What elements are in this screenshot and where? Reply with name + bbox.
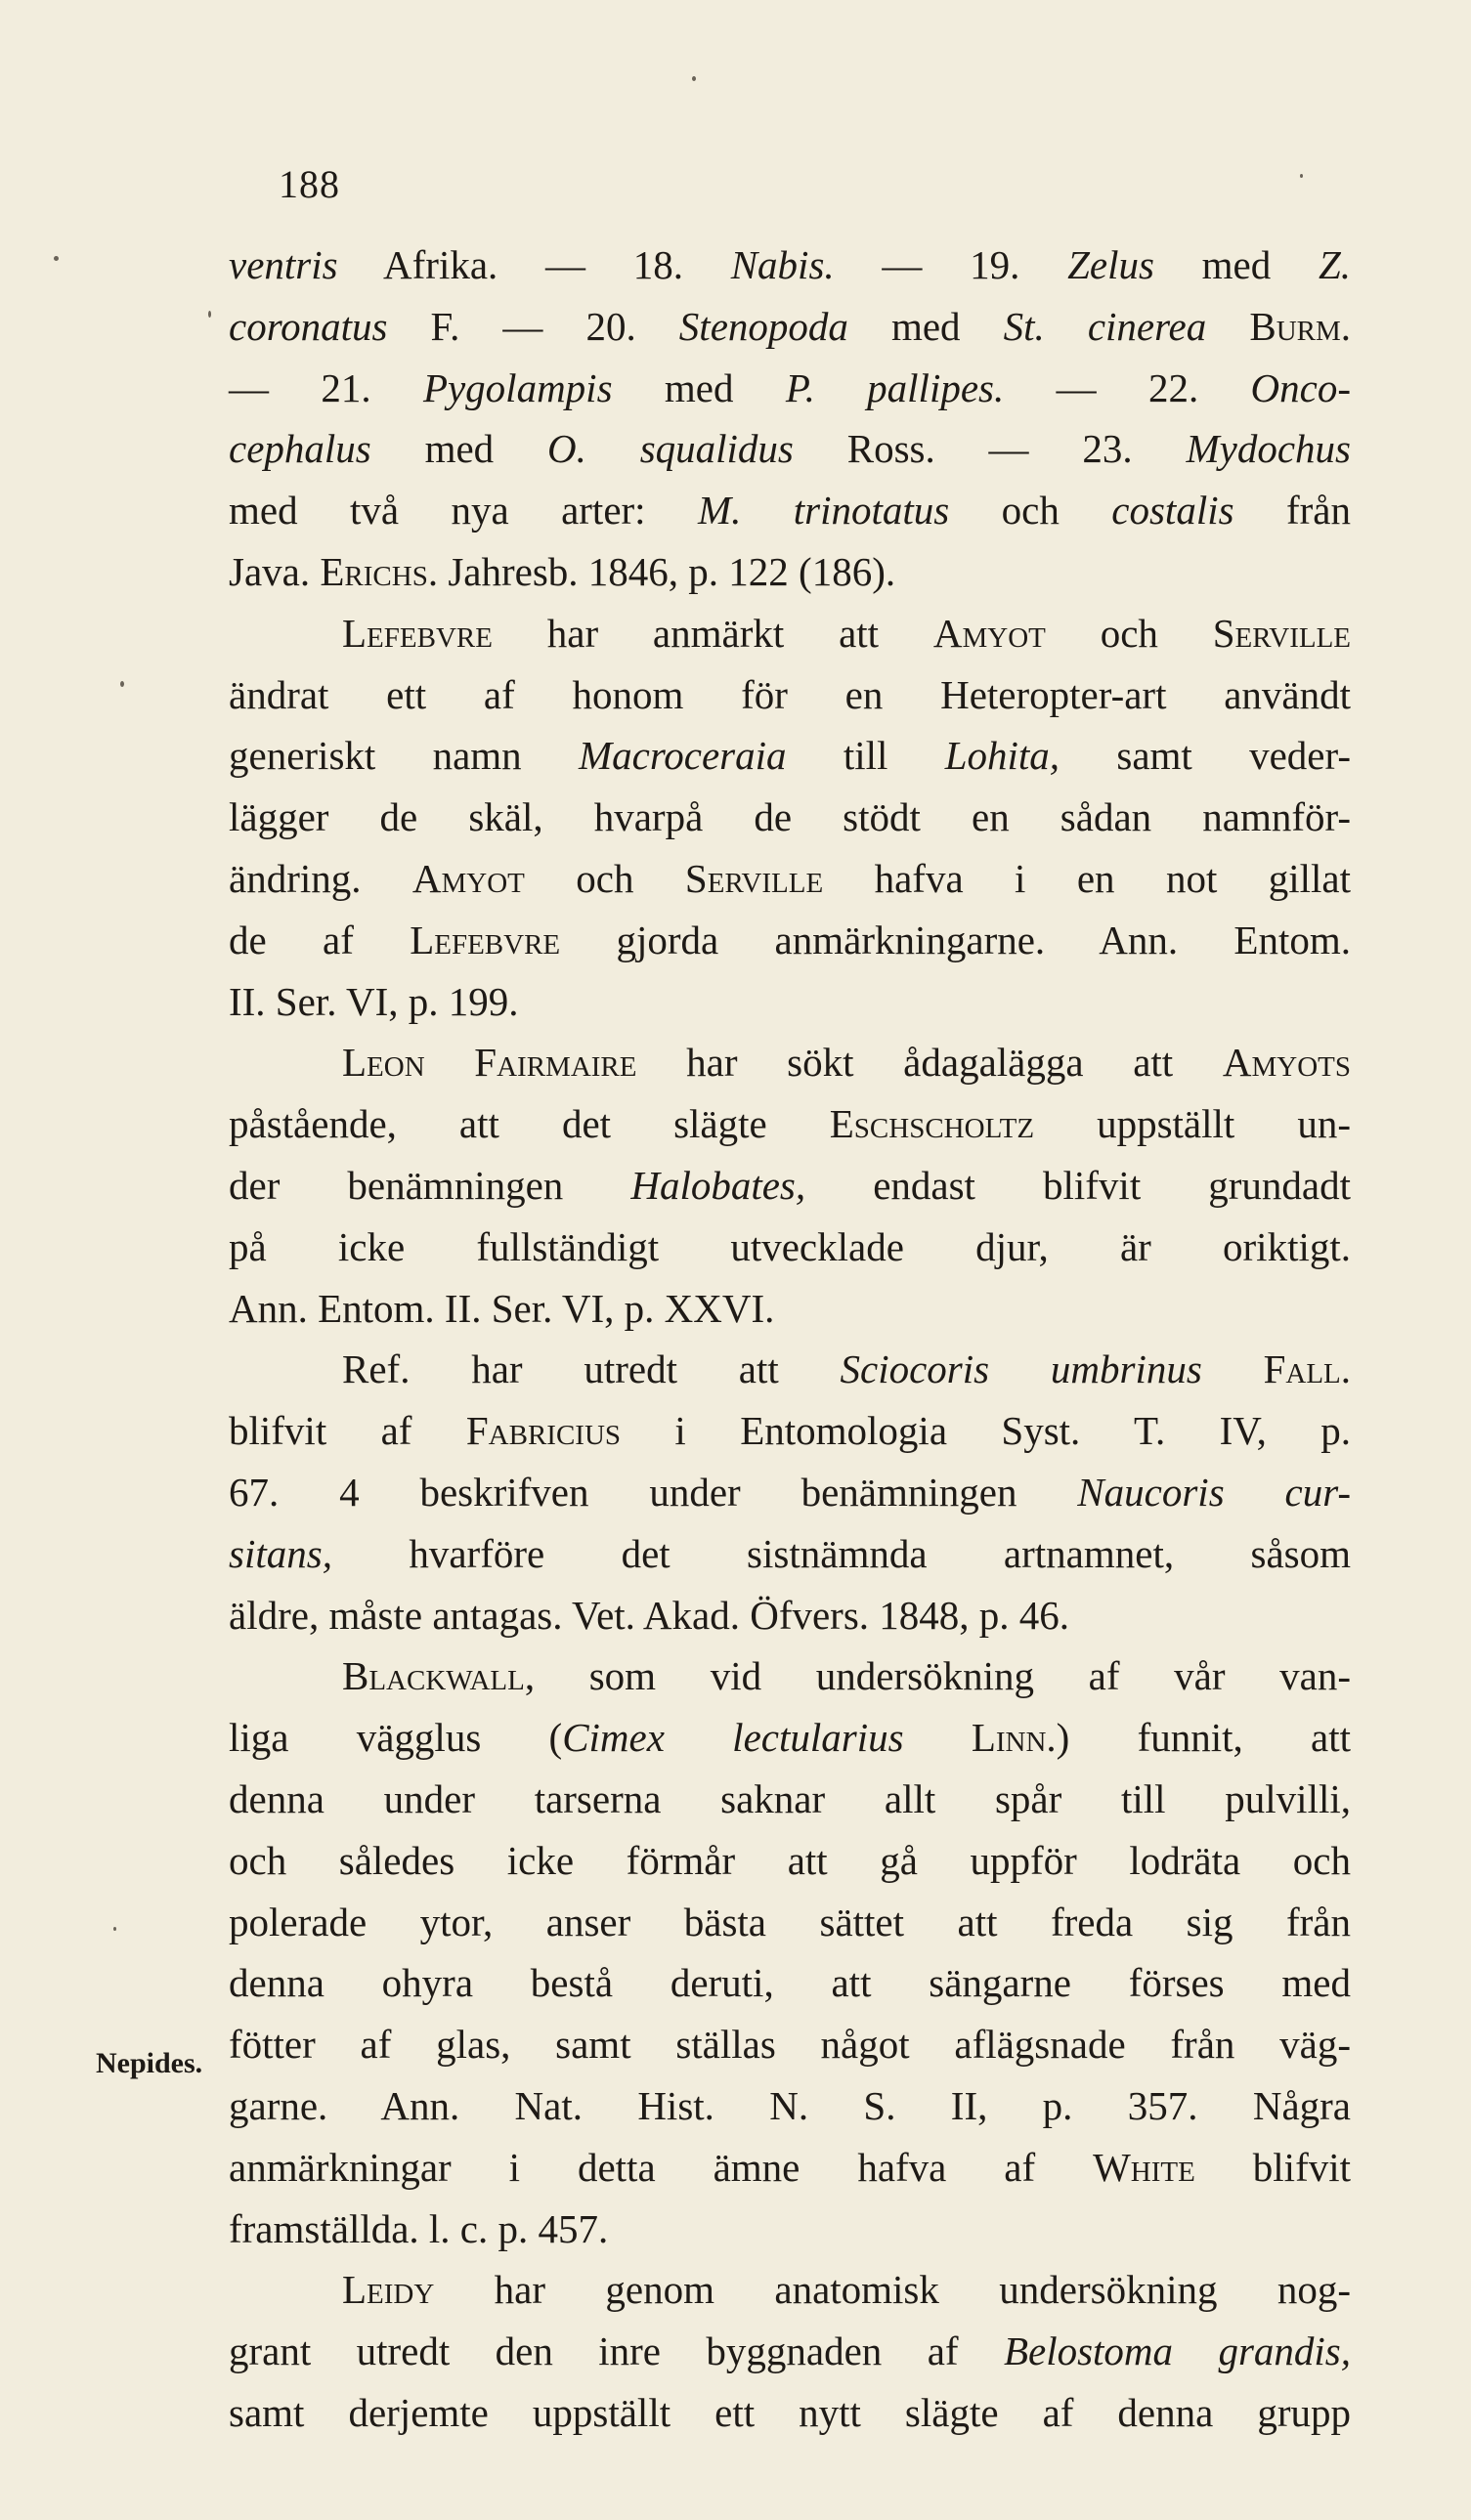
smallcaps-text: Erichs. [320,548,439,594]
text-run: ändrat ett af honom för en Heteropter-art användt [229,671,1351,717]
italic-text: O. squalidus [547,426,794,472]
text-run: endast blifvit grundadt [805,1162,1352,1208]
scan-speck [208,311,211,318]
smallcaps-text: Lefebvre [342,610,493,656]
italic-text: Zelus [1067,242,1154,287]
smallcaps-text: White [1093,2144,1195,2190]
text-run: generiskt namn [229,733,579,779]
text-line [229,2259,1351,2321]
smallcaps-text: Linn. [971,1715,1057,1761]
scan-speck [1300,174,1303,178]
italic-text: Lohita, [944,733,1060,779]
text-run: med [1153,242,1319,287]
text-run: framställda. l. c. p. 457. [229,2205,609,2251]
text-run: Ref. har utredt att [342,1346,841,1392]
text-run: blifvit [1194,2144,1352,2190]
text-line [229,2075,1351,2137]
text-run: anmärkningar i detta ämne hafva af [229,2144,1094,2190]
margin-note-nepides: Nepides. [96,2047,203,2079]
text-run: och [524,855,685,901]
text-line [229,1217,1351,1278]
text-run: de af [229,917,411,962]
text-run: hvarföre det sistnämnda artnamnet, såsom [331,1530,1351,1576]
text-line [229,235,1351,296]
smallcaps-text: Fabricius [465,1408,622,1454]
text-line [229,971,1351,1033]
text-run [1206,304,1249,349]
text-run: med [612,364,786,410]
italic-text: Stenopoda [678,303,848,349]
text-line [229,2382,1351,2444]
text-run: hafva i en not gillat [823,855,1352,901]
text-run: gjorda anmärkningarne. Ann. Entom. [560,917,1351,962]
text-line [229,1707,1351,1769]
italic-text: Z. [1318,242,1352,287]
italic-text: Naucoris cur- [1077,1469,1351,1515]
text-run: som vid undersökning af vår van- [535,1653,1351,1699]
italic-text: Cimex lectularius [562,1715,904,1761]
italic-text: Mydochus [1186,426,1351,472]
text-run: och [1045,610,1213,656]
text-run: till [786,733,945,779]
italic-text: Sciocoris umbrinus [840,1346,1202,1392]
text-line [229,2199,1351,2260]
text-run [904,1715,972,1760]
text-run: 67. 4 beskrifven under benämningen [229,1469,1078,1515]
text-run: ) funnit, att [1056,1715,1351,1761]
text-run: blifvit af [229,1408,466,1454]
text-run: — 19. [834,242,1068,287]
text-run: fötter af glas, samt ställas något aflägsnade från väg- [229,2022,1351,2068]
text-line [229,2321,1351,2382]
text-run: Java. [229,548,321,594]
text-run: med [847,303,1004,349]
smallcaps-text: Lefebvre [410,917,561,962]
text-run: — 22. [1004,364,1251,410]
text-line [229,1278,1351,1340]
text-run: uppställt un- [1034,1101,1351,1147]
text-line [229,2014,1351,2075]
text-line [229,1400,1351,1462]
text-line [229,1032,1351,1093]
text-line [229,664,1351,726]
text-run: och således icke förmår att gå uppför lodräta och [229,1837,1351,1883]
text-line [229,603,1351,664]
italic-text: ventris [229,242,338,287]
italic-text: Halobates, [630,1162,806,1208]
text-run: Jahresb. 1846, p. 122 (186). [438,548,896,594]
text-run: påstående, att det slägte [229,1101,830,1147]
text-line [229,480,1351,541]
text-line [229,1892,1351,1953]
scan-speck [54,256,59,261]
text-run: har genom anatomisk undersökning nog- [434,2267,1351,2313]
text-line [229,1952,1351,2014]
scan-speck [120,681,124,687]
text-line [229,1155,1351,1217]
italic-text: costalis [1111,488,1234,534]
smallcaps-text: Leon Fairmaire [342,1040,637,1086]
italic-text: M. trinotatus [697,488,950,534]
text-line [229,910,1351,971]
text-line [229,2137,1351,2199]
text-run: i Entomologia Syst. T. IV, p. [621,1408,1351,1454]
text-line [229,1339,1351,1400]
smallcaps-text: Fall. [1263,1346,1352,1392]
text-run: ändring. [229,855,412,901]
text-run: — 21. [229,364,423,410]
italic-text: Onco- [1250,364,1351,410]
smallcaps-text: Leidy [342,2267,435,2313]
smallcaps-text: Blackwall, [342,1653,536,1699]
smallcaps-text: Amyot [411,855,525,901]
italic-text: St. cinerea [1003,303,1207,349]
smallcaps-text: Eschscholtz [829,1101,1035,1147]
text-run: Ross. — 23. [793,426,1187,472]
text-line [229,725,1351,787]
smallcaps-text: Burm. [1249,303,1352,349]
text-run: lägger de skäl, hvarpå de stödt en sådan namnför- [229,794,1351,840]
italic-text: Nabis. [730,242,835,287]
italic-text: cephalus [229,426,371,472]
text-line [229,541,1351,603]
text-line [229,296,1351,358]
page-number: 188 [279,162,340,206]
smallcaps-text: Serville [684,855,824,901]
text-line [229,1769,1351,1830]
text-line [229,1523,1351,1585]
text-run: der benämningen [229,1162,631,1208]
text-line [229,1462,1351,1523]
text-run: samt veder- [1060,733,1351,779]
text-run: denna under tarserna saknar allt spår till pulvilli, [229,1775,1351,1821]
text-run: på icke fullständigt utvecklade djur, är oriktigt. [229,1223,1351,1269]
body-text [229,235,1351,2444]
text-run: samt derjemte uppställt ett nytt slägte af denna grupp [229,2389,1351,2435]
text-run: garne. Ann. Nat. Hist. N. S. II, p. 357. Några [229,2082,1351,2128]
text-run: med två nya arter: [229,488,698,534]
scan-speck [692,76,696,81]
text-run: och [949,488,1112,534]
text-line [229,1645,1351,1707]
text-run: polerade ytor, anser bästa sättet att freda sig från [229,1899,1351,1944]
text-run: äldre, måste antagas. Vet. Akad. Öfvers. 1848, p. 46. [229,1592,1070,1638]
smallcaps-text: Amyot [932,610,1046,656]
text-run: grant utredt den inre byggnaden af [229,2328,1004,2374]
text-run: har sökt ådagalägga att [636,1040,1223,1086]
italic-text: Pygolampis [422,364,613,410]
text-line [229,1093,1351,1155]
text-line [229,787,1351,848]
text-line [229,1585,1351,1646]
text-run: II. Ser. VI, p. 199. [229,978,519,1024]
text-run: med [370,426,547,472]
text-run [1202,1346,1264,1391]
italic-text: Macroceraia [579,733,787,779]
text-line [229,848,1351,910]
text-run: har anmärkt att [492,610,933,656]
text-run: liga vägglus ( [229,1715,563,1761]
text-run: från [1233,488,1351,534]
italic-text: Belostoma grandis, [1003,2328,1351,2374]
italic-text: sitans, [229,1530,332,1576]
smallcaps-text: Amyots [1222,1040,1351,1086]
italic-text: coronatus [229,303,388,349]
text-run: denna ohyra bestå deruti, att sängarne förses med [229,1960,1351,2006]
text-line [229,358,1351,419]
text-run: F. — 20. [387,303,679,349]
text-line [229,1830,1351,1892]
smallcaps-text: Serville [1212,610,1351,656]
scan-speck [113,1927,116,1931]
text-line [229,418,1351,480]
text-run: Ann. Entom. II. Ser. VI, p. XXVI. [229,1285,775,1331]
text-run: Afrika. — 18. [337,242,731,287]
italic-text: P. pallipes. [785,364,1005,410]
